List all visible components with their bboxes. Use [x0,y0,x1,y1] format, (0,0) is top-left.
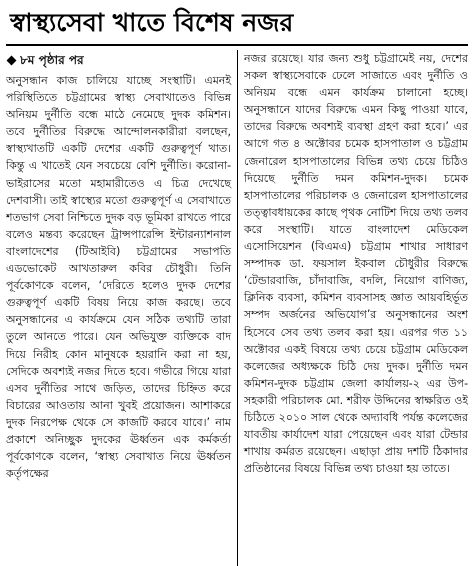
continued-from [6,52,231,68]
headline: স্বাস্থ্যসেবা খাতে বিশেষ নজর [6,4,468,46]
right-paragraph: নজর রয়েছে। যার জন্য শুধু চট্টগ্রামেই নয়, দেশের সকল স্বাস্থ্যসেবাকে ঢেলে সাজাতে এবং দুর্নীতি ও অনিয়ম বন্ধে এমন কার্যক্রম চালানো হচ্ছে। অনুসন্ধানে যাদের বিরুদ্ধে এমন কিছু পাওয়া যাবে, তাদের বিরুদ্ধে অবশ্যই ব্যবস্থা গ্রহণ করা হবে।’ এর আগে গত ৪ অক্টোবর চমেক হাসপাতাল ও চট্টগ্রাম জেনারেল হাসপাতালের বিভিন্ন তথ্য চেয়ে চিঠিও দিয়েছে দুর্নীতি দমন কমিশন-দুদক। চমেক হাসপাতালের পরিচালক ও জেনারেল হাসপাতালের তত্ত্বাবধায়কের কাছে পৃথক নোটিশ দিয়ে তথ্য তলব করে সংস্থাটি। যাতে বাংলাদেশ মেডিকেল এসোসিয়েশন (বিএমএ) চট্টগ্রাম শাখার সাধারণ সম্পাদক ডা. ফয়সাল ইকবাল চৌধুরীর বিরুদ্ধে ‘টেন্ডারবাজি, চাঁদাবাজি, বদলি, নিয়োগ বাণিজ্য, ক্লিনিক ব্যবসা, কমিশন ব্যবসাসহ জ্ঞাত আয়বহির্ভূত সম্পদ অর্জনের অভিযোগ’র অনুসন্ধানের অংশ হিসেবে সেব তথ্য তলব করা হয়। এরপর গত ১১ অক্টোবর একই বিষয়ে তথ্য চেয়ে চট্টগ্রাম মেডিকেল কলেজের অধ্যক্ষকে চিঠি দেয় দুদক। দুর্নীতি দমন কমিশন-দুদক চট্টগ্রাম জেলা কার্যালয়-২ এর উপ-সহকারী পরিচালক মো. শরীফ উদ্দিনের স্বাক্ষরিত ওই চিঠিতে ২০১০ সাল থেকে অদ্যাবধি পর্যন্ত কলেজের যাবতীয় কার্যাদেশ যারা পেয়েছেন এবং যারা টেন্ডার শাখায় কর্মরত রয়েছেন। এছাড়া প্রায় দশটি ঠিকাদার প্রতিষ্ঠানের বিষয়ে বিভিন্ন তথ্য চাওয়া হয় তাতে। [244,52,468,476]
left-paragraph: অনুসন্ধান কাজ চালিয়ে যাচ্ছে সংস্থাটি। এমনই পরিস্থিতিতে চট্টগ্রামের স্বাস্থ্য সেবাখাতেও বিভিন্ন অনিয়ম দুর্নীতি বন্ধে মাঠে নেমেছে দুদক কমিশন। তবে দুর্নীতির বিরুদ্ধে আন্দোলনকারীরা বলছেন, স্বাস্থ্যখাতটি একটি দেশের একটি গুরুত্বপূর্ণ খাত। কিন্তু এ খাতেই যেন সবচেয়ে বেশি দুর্নীতি। করোনা-ভাইরাসের মতো মহামারীতেও এ চিত্র দেখেছে দেশবাসী। তাই স্বাস্থ্যের মতো গুরুত্বপূর্ণ এ সেবাখাতে শতভাগ সেবা নিশ্চিতে দুদক বড় ভূমিকা রাখতে পারে বলেও মন্তব্য করেছেন ট্রান্সপারেন্সি ইন্টারন্যাশনাল বাংলাদেশের (টিআইবি) চট্টগ্রামের সভাপতি এডভোকেট আখতারুল কবির চৌধুরী। তিনি পূর্বকোণকে বলেন, ‘দেরিতে হলেও দুদক দেশের গুরুত্বপূর্ণ একটি বিষয় নিয়ে কাজ করছে। তবে অনুসন্ধানের এ কার্যক্রমে যেন সঠিক তথ্যটি তারা তুলে আনতে পারে। যেন অভিযুক্ত ব্যক্তিকে বাদ দিয়ে নিরীহ কোন মানুষকে হয়রানি করা না হয়, সেদিকে অবশ্যই নজর দিতে হবে। গভীরে গিয়ে যারা এসব দুর্নীতির সাথে জড়িত, তাদের চিহ্নিত করে বিচারের আওতায় আনা খুবই প্রয়োজন। আশাকরে দুদক নিরপেক্ষ থেকে সে কাজটি করবে যাবে।’ নাম প্রকাশে অনিচ্ছুক দুদকের ঊর্ধ্বতন এক কর্মকর্তা পূর্বকোণকে বলেন, ‘স্বাস্থ্য সেবাখাত নিয়ে ঊর্ধ্বতন কর্তৃপক্ষের [6,74,231,481]
continued-from-label: ৮ম পৃষ্ঠার পর [20,53,84,67]
diamond-bullet-icon [7,55,17,65]
article-column-right [237,50,468,566]
article-body [6,50,468,566]
article-column-left [6,50,237,566]
